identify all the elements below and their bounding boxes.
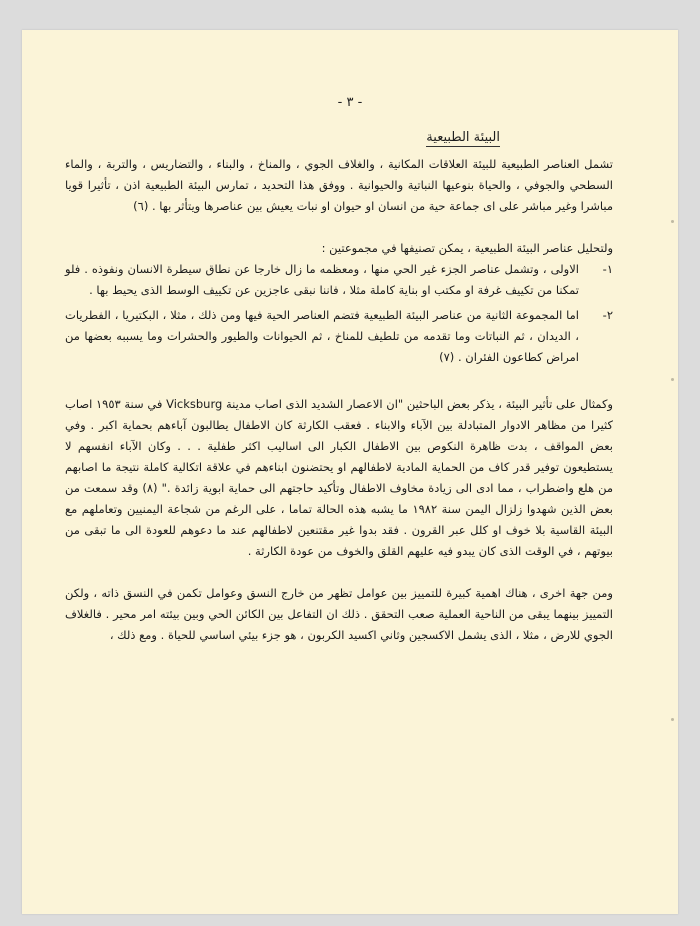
- list-item-text: الاولى ، وتشمل عناصر الجزء غير الحي منها ، ومعظمه ما زال خارجا عن نطاق سيطرة الانسان ونفوذه . فلو تمكنا من تكييف غرفة او مكتب او بناية كاملة مثلا ، فاننا نبقى عاجزين عن تكييف الوسط الذى يحيط بها .: [65, 262, 579, 297]
- paragraph-system-factors: ومن جهة اخرى ، هناك اهمية كبيرة للتمييز بين عوامل تظهر من خارج النسق وعوامل تكمن في النسق ذاته ، ولكن التمييز بينهما يبقى من الناحية العملية صعب التحقق . ذلك ان التفاعل بين الكائن الحي وبين بيئته امر محير . فالغلاف الجوي للارض ، مثلا ، الذى يشمل الاكسجين وثاني اكسيد الكربون ، هو جزء بيئي اساسي للحياة . ومع ذلك ،: [65, 586, 613, 642]
- document-page: [22, 30, 678, 914]
- list-item: [65, 259, 613, 301]
- paragraph-example: وكمثال على تأثير البيئة ، يذكر بعض الباحثين "ان الاعصار الشديد الذى اصاب مدينة Vicksburg في سنة ١٩٥٣ اصاب كثيرا من مظاهر الادوار المتبادلة بين الآباء والابناء . فعقب الكارثة كان الاطفال يطالبون آباءهم بحماية اكبر . وفي بعض المواقف ، بدت ظاهرة النكوص بين الاطفال الكبار الى اساليب اكثر طفلية . . . وكان الآباء انفسهم لا يستطيعون توفير قدر كاف من الحماية المادية لاطفالهم او يحتضنون ابناءهم في علاقة اتكالية كاملة نتيجة ما اصابهم من هلع واضطراب ، مما ادى الى زيادة مخاوف الاطفال وتأكيد حاجتهم الى حماية ابوية زائدة ." (٨) وقد سمعت من بعض الذين شهدوا زلزال اليمن سنة ١٩٨٢ ما يشبه هذه الحالة تماما ، على الرغم من شجاعة اليمنيين وتعاملهم مع البيئة القاسية بلا خوف او كلل عبر القرون . فقد بدوا غير مقتنعين لاطفالهم عند ما دعوهم للعودة الى ما تبقى من بيوتهم ، في الوقت الذى كان يبدو فيه عليهم القلق والخوف من عودة الكارثة .: [65, 397, 613, 558]
- paragraph-natural-elements: تشمل العناصر الطبيعية للبيئة العلاقات المكانية ، والغلاف الجوي ، والمناخ ، والبناء ، والتضاريس ، والتربة ، والماء السطحي والجوفي ، والحياة بنوعيها النباتية والحيوانية . ووفق هذا التحديد ، تمارس البيئة الطبيعية اذن ، تأثيرا قويا مباشرا وغير مباشر على اى جماعة حية من انسان او حيوان او نبات يعيش بين عناصرها ويتأثر بها . (٦): [65, 157, 613, 213]
- section-title: البيئة الطبيعية: [426, 130, 500, 145]
- document-body: [65, 154, 613, 667]
- list-item: [65, 305, 613, 368]
- list-item-number: ٢-: [602, 308, 613, 322]
- list-item-number: ١-: [602, 262, 613, 276]
- page-edge-mark: [671, 718, 674, 721]
- list-item-text: اما المجموعة الثانية من عناصر البيئة الطبيعية فتضم العناصر الحية فيها ومن ذلك ، مثلا ، البكتيريا ، الفطريات ، الديدان ، ثم النباتات وما تقدمه من تلطيف للمناخ ، ثم الحيوانات والطيور والحشرات وما يسببه بعضها من امراض كطاعون الفئران . (٧): [65, 308, 579, 364]
- page-edge-mark: [671, 378, 674, 381]
- spacer: [65, 372, 613, 394]
- page-number: - ٣ -: [337, 95, 363, 110]
- page-edge-mark: [671, 220, 674, 223]
- paragraph-classification-intro: ولتحليل عناصر البيئة الطبيعية ، يمكن تصنيفها في مجموعتين :: [321, 241, 613, 255]
